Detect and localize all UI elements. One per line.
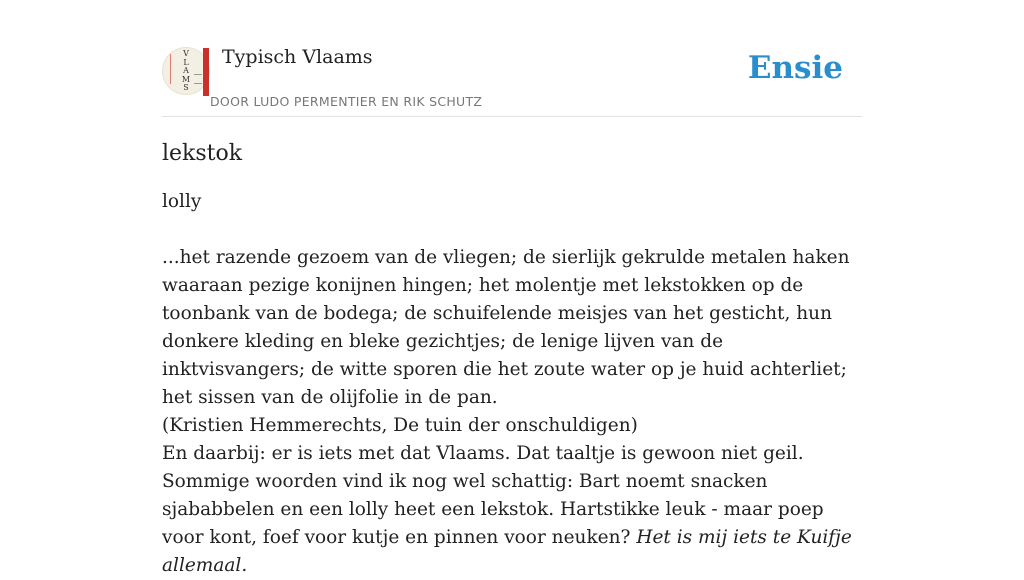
site-logo[interactable] xyxy=(162,47,210,95)
entry-word: lekstok xyxy=(162,141,243,166)
entry-content xyxy=(162,138,862,580)
entry-example xyxy=(162,244,862,580)
site-title[interactable]: Typisch Vlaams xyxy=(222,46,373,68)
entry-definition: lolly xyxy=(162,191,202,212)
entry-example-tail: Het is mij iets te Kuifje allemaal. xyxy=(162,527,852,576)
site-header xyxy=(162,44,862,117)
byline: DOOR LUDO PERMENTIER EN RIK SCHUTZ xyxy=(210,94,483,109)
logo-red-bar xyxy=(203,48,209,96)
brand-logo-link[interactable]: Ensie xyxy=(747,50,843,86)
logo-rule xyxy=(170,54,171,84)
entry-example-text: ...het razende gezoem van de vliegen; de sierlijk gekrulde metalen haken waaraan pezige konijnen hingen; het molentje met lekstokken op de toonbank van de bodega; de schuifelende meisjes van het gesticht, hun donkere kleding en bleke gezichtjes; de lenige lijven van de inktvisvangers; de witte sporen die het zoute water op je huid achterliet; het sissen van de olijfolie in de pan. (Kristien Hemmerechts, De tuin der onschuldigen) En daarbij: er is iets met dat Vlaams. Dat taaltje is gewoon niet geil. Sommige woorden vind ik nog wel schattig: Bart noemt snacken sjababbelen en een lolly heet een lekstok. Hartstikke leuk - maar poep voor kont, foef voor kutje en pinnen voor neuken? xyxy=(162,247,850,548)
logo-lines xyxy=(194,74,202,84)
logo-lettering: V L A M S xyxy=(181,49,191,92)
